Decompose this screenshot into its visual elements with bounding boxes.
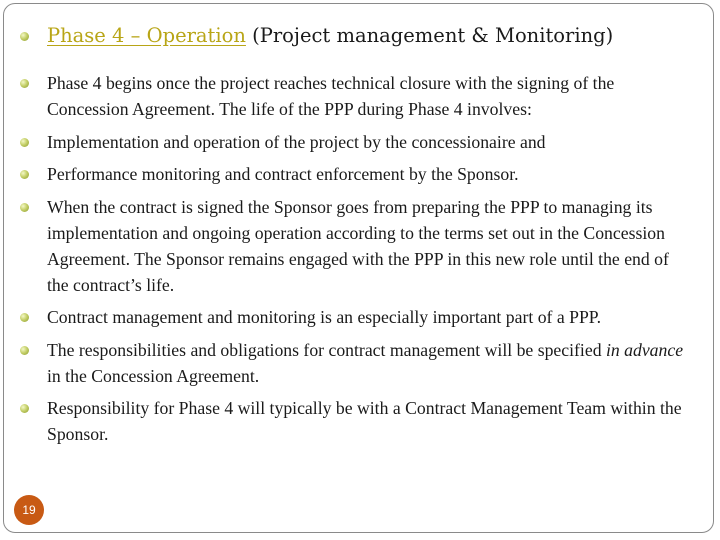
list-item bbox=[20, 129, 690, 155]
bullet-icon bbox=[20, 32, 29, 41]
bullet-text: Phase 4 begins once the project reaches technical closure with the signing of the Concession Agreement. The life of the PPP during Phase 4 involves: bbox=[47, 73, 615, 119]
bullet-text-segment: in the Concession Agreement. bbox=[47, 339, 688, 386]
list-item bbox=[20, 337, 690, 389]
page-number-badge: 19 bbox=[14, 495, 44, 525]
bullet-text: Performance monitoring and contract enforcement by the Sponsor. bbox=[47, 164, 519, 184]
list-item bbox=[20, 304, 690, 330]
bullet-text: Contract management and monitoring is an especially important part of a PPP. bbox=[47, 307, 602, 327]
bullet-text-segment: The responsibilities and obligations for contract management will be specified bbox=[47, 339, 606, 360]
list-item bbox=[20, 70, 690, 122]
bullet-text: When the contract is signed the Sponsor goes from preparing the PPP to managing its implementation and ongoing operation according to the terms set out in the Concession Agreement. The Sponsor remains engaged with the PPP in this new role until the end of the contract’s life. bbox=[47, 196, 669, 295]
bullet-icon bbox=[20, 138, 29, 147]
bullet-text bbox=[47, 337, 690, 389]
bullet-icon bbox=[20, 313, 29, 322]
bullet-text: Responsibility for Phase 4 will typically be with a Contract Management Team within the Sponsor. bbox=[47, 398, 682, 444]
bullet-text: Implementation and operation of the project by the concessionaire and bbox=[47, 131, 546, 152]
list-item bbox=[20, 395, 690, 447]
bullet-icon bbox=[20, 203, 29, 212]
bullet-icon bbox=[20, 170, 29, 179]
list-item bbox=[20, 194, 690, 298]
title-link[interactable]: Phase 4 – Operation bbox=[47, 24, 246, 47]
bullet-text-emphasis: in advance bbox=[605, 339, 684, 360]
bullet-list bbox=[20, 70, 690, 454]
title-subtitle: (Project management & Monitoring) bbox=[245, 24, 614, 47]
bullet-icon bbox=[20, 79, 29, 88]
bullet-icon bbox=[20, 346, 29, 355]
slide-title bbox=[20, 24, 613, 47]
bullet-icon bbox=[20, 404, 29, 413]
list-item bbox=[20, 161, 690, 187]
